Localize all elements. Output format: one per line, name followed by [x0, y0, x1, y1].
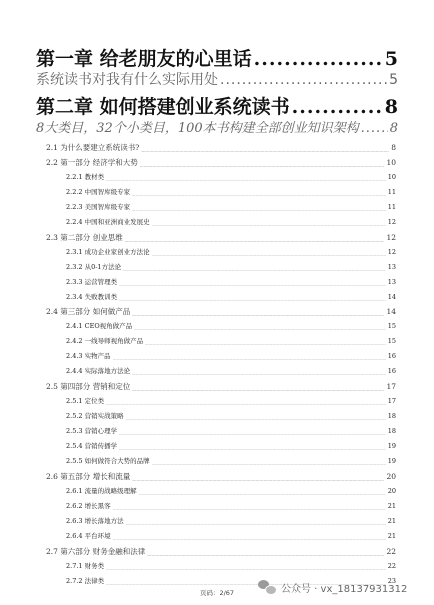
toc-title: 2.5.3 营销心理学: [66, 427, 118, 436]
toc-subsection[interactable]: [66, 262, 396, 275]
toc-page-number: 14: [387, 292, 396, 301]
toc-page-number: 13: [387, 277, 396, 286]
toc-title: 2.7.2 法律类: [66, 576, 105, 585]
toc-subsection[interactable]: [66, 187, 396, 200]
toc-subsection[interactable]: [66, 217, 396, 230]
toc-title: 2.5.4 营销传播学: [66, 442, 118, 450]
toc-page-number: 14: [386, 307, 396, 317]
leader-line: [123, 263, 386, 271]
toc-page-number: 8: [384, 96, 398, 118]
toc-page-number: 22: [387, 561, 396, 570]
toc-page-number: 21: [387, 516, 396, 525]
toc-title: 2.6.4 平台环境: [66, 531, 111, 540]
leader-line: [125, 233, 385, 242]
leader-line: [106, 562, 386, 570]
toc-title: 2.3 第二部分 创业思维: [46, 232, 123, 242]
toc-title: 2.6 第五部分 增长和流量: [46, 471, 131, 481]
leader-line: [132, 367, 386, 375]
toc-chapter-1-subtitle[interactable]: [36, 69, 398, 89]
toc-section[interactable]: [46, 546, 396, 559]
leader-line: [134, 322, 386, 330]
toc-chapter-2[interactable]: [36, 92, 398, 118]
toc-page-number: 16: [387, 367, 396, 376]
toc-subsection[interactable]: [66, 561, 396, 574]
toc-title: 第二章 如何搭建创业系统读书: [36, 96, 290, 118]
toc-subsection[interactable]: [66, 292, 396, 305]
toc-chapter-2-subtitle[interactable]: [36, 117, 398, 137]
leader-line: [147, 547, 384, 556]
toc-page-number: 20: [386, 471, 396, 481]
toc-page-number: 22: [386, 546, 396, 556]
leader-line: [139, 487, 386, 495]
toc-title: 2.2.3 美国智库级专家: [66, 202, 131, 211]
toc-title: 2.4.2 一线导师视角做产品: [66, 337, 144, 346]
toc-title: 2.5.1 定位类: [66, 397, 105, 406]
watermark-text: 公众号 · vx_18137931312: [281, 583, 408, 595]
toc-subsection[interactable]: [66, 486, 396, 499]
leader-line: [113, 502, 386, 510]
toc-subsection[interactable]: [66, 366, 396, 379]
toc-subsection[interactable]: [66, 531, 396, 544]
toc-title: 系统读书对我有什么实际用处: [36, 72, 218, 88]
toc-title: 第一章 给老朋友的心里话: [36, 48, 252, 70]
leader-line: [126, 517, 386, 525]
toc-subsection[interactable]: [66, 277, 396, 290]
toc-page-number: 21: [387, 501, 396, 510]
toc-subsection[interactable]: [66, 172, 396, 185]
toc-title: 2.3.3 运营管理类: [66, 277, 118, 286]
toc-subsection[interactable]: [66, 351, 396, 364]
toc-title: 2.2 第一部分 经济学和大势: [46, 157, 138, 167]
toc-title: 2.6.2 增长黑客: [66, 501, 111, 510]
leader-line: [119, 293, 386, 301]
toc-title: 2.7.1 财务类: [66, 561, 105, 570]
leader-line: [119, 278, 386, 286]
toc-page-number: 19: [387, 456, 396, 465]
toc-title: 2.3.4 失败教训类: [66, 292, 118, 301]
toc-page-number: 18: [387, 412, 396, 421]
toc-section[interactable]: [46, 142, 396, 155]
toc-title: 2.2.1 教材类: [66, 172, 105, 181]
toc-page-number: 15: [387, 322, 396, 331]
toc-page-number: 8: [391, 143, 396, 152]
toc-title: 2.5.5 如何做符合大势的品牌: [66, 456, 150, 465]
toc-subsection[interactable]: [66, 396, 396, 409]
leader-line: [132, 382, 384, 391]
leader-line: [145, 337, 386, 345]
leader-line: [132, 472, 384, 481]
toc-page-number: 11: [387, 187, 396, 196]
toc-title: 2.6.1 流量的战略级理解: [66, 486, 137, 495]
leader-line: [132, 188, 386, 196]
toc-subsection[interactable]: [66, 441, 396, 454]
dot-leader: [220, 72, 387, 88]
toc-subsection[interactable]: [66, 456, 396, 469]
toc-page-number: 12: [387, 247, 396, 256]
leader-line: [140, 158, 385, 167]
leader-line: [113, 532, 386, 540]
toc-page-number: 16: [387, 352, 396, 361]
toc-subsection[interactable]: [66, 411, 396, 424]
toc-title: 2.5 第四部分 营销和定位: [46, 382, 131, 392]
leader-line: [132, 203, 386, 211]
toc-title: 2.6.3 增长落地方法: [66, 516, 124, 525]
toc-subsection[interactable]: [66, 321, 396, 334]
toc-subsection[interactable]: [66, 501, 396, 514]
leader-line: [152, 218, 386, 226]
toc-page-number: 17: [386, 382, 396, 392]
toc-subsection[interactable]: [66, 516, 396, 529]
toc-chapter-1[interactable]: [36, 44, 398, 70]
leader-line: [119, 442, 386, 450]
toc-page-number: 12: [387, 217, 396, 226]
toc-section[interactable]: [46, 471, 396, 484]
leader-line: [132, 307, 384, 316]
toc-title: 2.3.2 从0-1方法论: [66, 262, 122, 271]
toc-page-number: 23: [387, 576, 396, 585]
toc-page-number: 10: [387, 172, 396, 181]
leader-line: [113, 352, 386, 360]
toc-section[interactable]: [46, 306, 396, 319]
dot-leader: [254, 48, 383, 70]
toc-section[interactable]: [46, 232, 396, 245]
toc-title: 2.1 为什么要建立系统读书?: [46, 143, 140, 152]
leader-line: [152, 457, 386, 465]
toc-title: 2.3.1 成功企业家创业方法论: [66, 247, 150, 256]
leader-line: [126, 412, 386, 420]
page-footer: [0, 588, 434, 597]
leader-line: [119, 427, 386, 435]
toc-page-number: 21: [387, 531, 396, 540]
toc-title: 2.4.1 CEO视角做产品: [66, 322, 133, 331]
toc-subsection[interactable]: [66, 336, 396, 349]
leader-line: [106, 173, 386, 181]
toc-page-number: 19: [387, 442, 396, 450]
toc-page-number: 15: [387, 337, 396, 346]
toc-subsection[interactable]: [66, 247, 396, 260]
toc-title: 2.2.4 中国和亚洲商业发展史: [66, 217, 150, 226]
toc-page-number: 11: [387, 202, 396, 211]
toc-section[interactable]: [46, 157, 396, 170]
dot-leader: [292, 96, 383, 118]
leader-line: [106, 397, 386, 405]
dot-leader: [361, 121, 388, 136]
toc-title: 2.2.2 中国智库级专家: [66, 187, 131, 196]
leader-line: [141, 143, 389, 152]
page-number-label: 页码：2/67: [199, 589, 235, 597]
toc-page-number: 5: [384, 48, 398, 70]
toc-subsection[interactable]: [66, 426, 396, 439]
toc-page-number: 20: [387, 486, 396, 495]
toc-page-number: 5: [389, 72, 398, 88]
toc-title: 2.4.3 实物产品: [66, 352, 111, 361]
toc-page-number: 17: [387, 397, 396, 406]
toc-title: 2.5.2 营销实战策略: [66, 412, 124, 421]
toc-title: 2.4 第三部分 如何做产品: [46, 307, 131, 317]
toc-page-number: 18: [387, 427, 396, 436]
toc-title: 2.7 第六部分 财务金融和法律: [46, 546, 146, 556]
toc-title: 2.4.4 实际落地方法论: [66, 367, 131, 376]
toc-page-number: 13: [387, 262, 396, 271]
toc-page-number: 12: [386, 232, 396, 242]
toc-title: 8大类目，32个小类目，100本书构建全部创业知识架构: [36, 121, 359, 136]
toc-subsection[interactable]: [66, 202, 396, 215]
leader-line: [152, 248, 386, 256]
toc-page-number: 8: [389, 121, 398, 136]
toc-section[interactable]: [46, 381, 396, 394]
toc-page-number: 10: [386, 157, 396, 167]
